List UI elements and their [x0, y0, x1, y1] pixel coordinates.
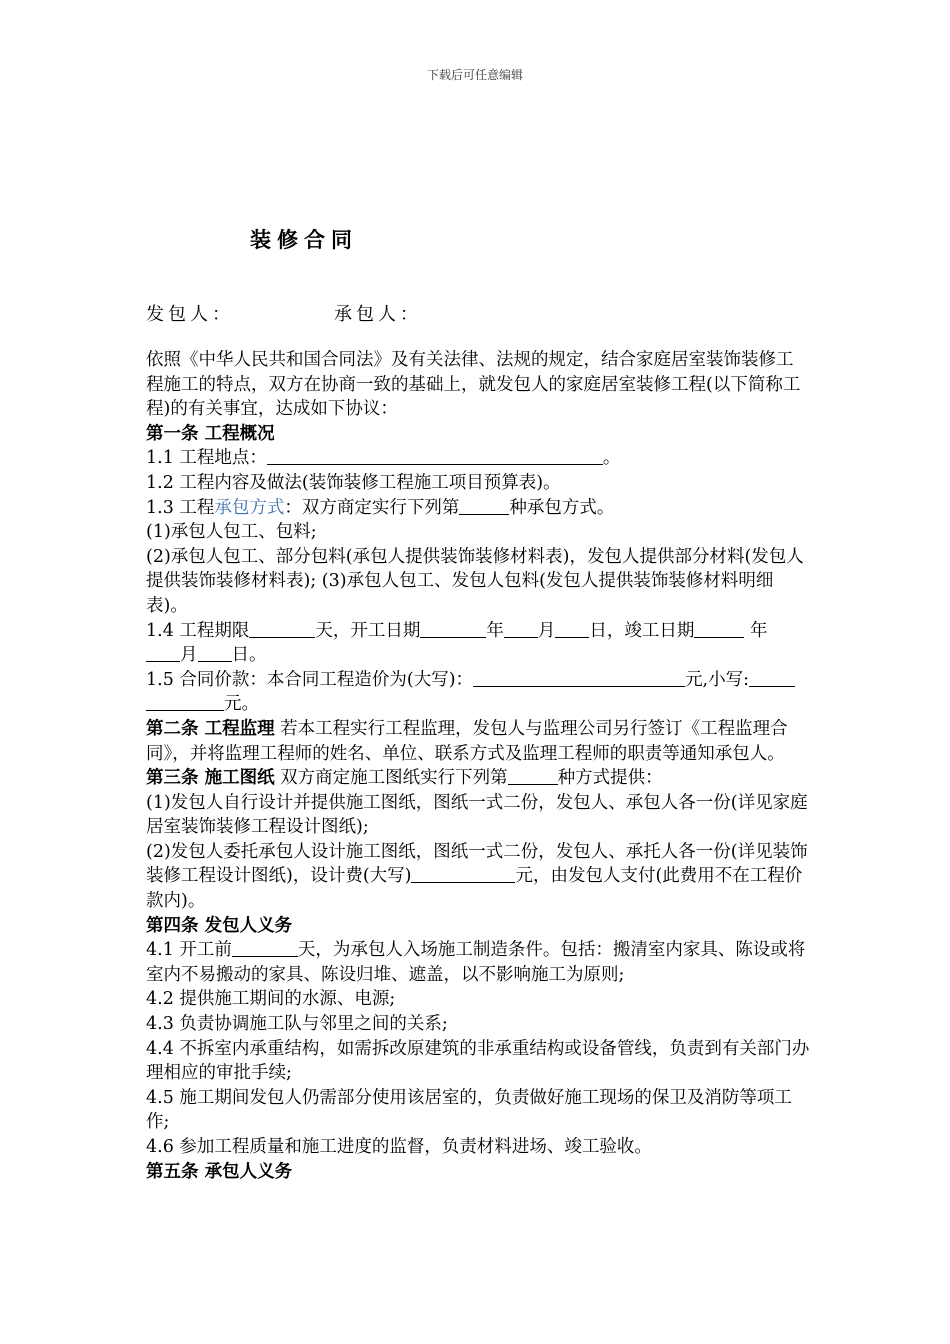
clause-4-1: 4.1 开工前 天，为承包人入场施工制造条件。包括：搬清室内家具、陈设或将室内不易搬动的家具、陈设归堆、遮盖，以不影响施工为原则; — [146, 940, 806, 985]
clause-1-3: 1.3 工程承包方式：双方商定实行下列第 种承包方式。 — [146, 497, 615, 518]
clause-4-6: 4.6 参加工程质量和施工进度的监督，负责材料进场、竣工验收。 — [146, 1137, 652, 1157]
price-figures-blank-a — [749, 668, 795, 687]
end-year-blank — [694, 619, 744, 638]
start-year-blank — [420, 619, 486, 638]
contract-body — [146, 348, 810, 1184]
drawing-mode-blank — [508, 766, 558, 785]
end-day-blank — [198, 643, 232, 662]
contract-title: 装修合同 — [250, 227, 358, 252]
article-5-heading: 第五条 承包人义务 — [146, 1161, 293, 1182]
site-blank — [267, 446, 603, 465]
contract-mode-link[interactable]: 承包方式 — [214, 497, 285, 518]
article-3-heading: 第三条 施工图纸 — [146, 768, 275, 789]
clause-4-3: 4.3 负责协调施工队与邻里之间的关系; — [146, 1014, 448, 1035]
drawing-option-1: (1)发包人自行设计并提供施工图纸，图纸一式二份，发包人、承包人各一份(详见家庭居室装饰装修工程设计图纸); — [146, 792, 808, 838]
clause-1-1: 1.1 工程地点： 。 — [146, 448, 621, 469]
clause-4-2: 4.2 提供施工期间的水源、电源; — [146, 989, 396, 1010]
clause-4-5: 4.5 施工期间发包人仍需部分使用该居室的，负责做好施工现场的保卫及消防等项工作; — [146, 1087, 792, 1133]
duration-blank — [249, 619, 315, 638]
parties-line — [146, 300, 422, 326]
clause-1-2: 1.2 工程内容及做法(装饰装修工程施工项目预算表)。 — [146, 472, 561, 493]
drawing-option-2: (2)发包人委托承包人设计施工图纸，图纸一式二份，发包人、承托人各一份(详见装饰装修工程设计图纸)，设计费(大写) 元，由发包人支付(此费用不在工程价款内)。 — [146, 841, 808, 912]
price-words-blank — [473, 668, 685, 687]
article-2-heading: 第二条 工程监理 — [146, 718, 275, 739]
design-fee-blank — [411, 864, 515, 883]
article-4-heading: 第四条 发包人义务 — [146, 915, 293, 936]
article-1-heading: 第一条 工程概况 — [146, 423, 275, 444]
start-day-blank — [555, 619, 589, 638]
start-month-blank — [504, 619, 538, 638]
header-note: 下载后可任意编辑 — [426, 68, 523, 82]
option-1: (1)承包人包工、包料; — [146, 522, 317, 543]
end-month-blank — [146, 643, 180, 662]
clause-4-4: 4.4 不拆室内承重结构，如需拆改原建筑的非承重结构或设备管线，负责到有关部门办理相应的审批手续; — [146, 1038, 810, 1084]
clause-1-5: 1.5 合同价款：本合同工程造价为(大写)： 元,小写: 元。 — [146, 668, 810, 717]
employer-label: 发包人： — [146, 304, 234, 325]
preparation-days-blank — [232, 938, 298, 957]
intro-paragraph: 依照《中华人民共和国合同法》及有关法律、法规的规定，结合家庭居室装饰装修工程施工的特点，双方在协商一致的基础上，就发包人的家庭居室装修工程(以下简称工程)的有关事宜，达成如下协议： — [146, 350, 801, 420]
price-figures-blank-b — [146, 692, 224, 711]
mode-blank — [459, 496, 509, 515]
option-2: (2)承包人包工、部分包料(承包人提供装饰装修材料表)，发包人提供部分材料(发包人提供装饰装修材料表); (3)承包人包工、发包人包料(发包人提供装饰装修材料明细表)。 — [146, 546, 804, 616]
contractor-label: 承包人： — [334, 304, 422, 325]
article-2: 第二条 工程监理 若本工程实行工程监理，发包人与监理公司另行签订《工程监理合同》，并将监理工程师的姓名、单位、联系方式及监理工程师的职责等通知承包人。 — [146, 718, 788, 764]
clause-1-4: 1.4 工程期限 天，开工日期 年 月 日，竣工日期 年 月 日。 — [146, 620, 768, 666]
article-3: 第三条 施工图纸 双方商定施工图纸实行下列第 种方式提供： — [146, 768, 663, 789]
